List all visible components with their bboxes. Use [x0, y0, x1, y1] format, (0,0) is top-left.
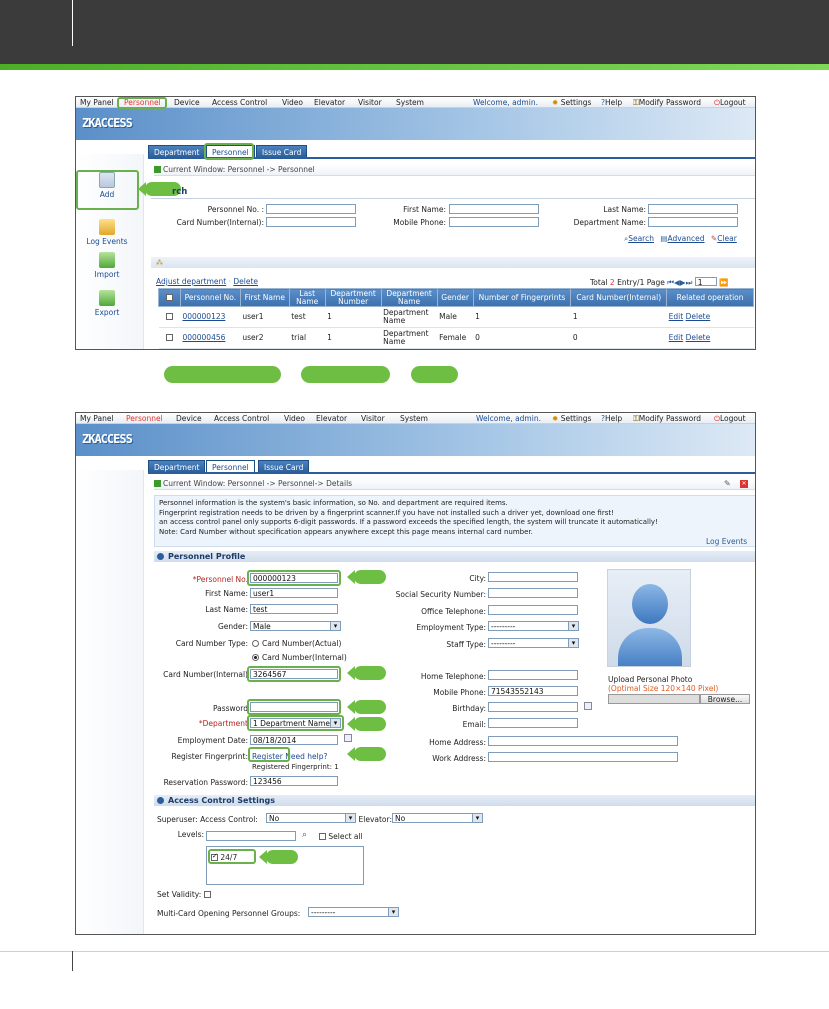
work-address-input[interactable] [488, 752, 678, 762]
personnel-no-label: Personnel No. : [207, 205, 264, 214]
office-telephone-input[interactable] [488, 605, 578, 615]
tab-department[interactable]: Department [148, 145, 205, 158]
avatar-body [618, 628, 682, 667]
menu-device[interactable]: Device [174, 98, 200, 107]
callout-card-number [354, 666, 386, 680]
employment-type-label: Employment Type: [416, 623, 486, 632]
prev-page-icon[interactable]: ◀ [674, 278, 680, 287]
registered-fingerprint-text [252, 763, 339, 771]
superuser-access-control-select[interactable]: No ▾ [266, 813, 356, 823]
highlight-menu-personnel [117, 97, 167, 109]
menu-my-panel[interactable]: My Panel [80, 98, 114, 107]
import-button[interactable] [76, 252, 138, 279]
log-events-label: Log Events [86, 237, 128, 246]
highlight-level-item [208, 849, 256, 864]
email-input[interactable] [488, 718, 578, 728]
need-help-link[interactable]: Need help? [285, 752, 328, 761]
select-all-checkbox[interactable] [319, 833, 326, 840]
close-icon[interactable]: ✕ [741, 480, 747, 487]
advanced-icon: ▤ [660, 234, 668, 243]
col-department-name[interactable]: Department Name [381, 289, 437, 307]
cell-fingerprints: 0 [473, 328, 571, 349]
upload-photo-label: Upload Personal Photo [608, 675, 693, 684]
callout-level [266, 850, 298, 864]
page-number-input[interactable]: 1 [695, 277, 717, 286]
menu-visitor[interactable]: Visitor [361, 414, 385, 423]
menu-access-control[interactable]: Access Control [212, 98, 268, 107]
zkaccess-logo: ZKACCESS [82, 116, 132, 130]
cell-card-number: 1 [571, 307, 667, 328]
first-name-input[interactable]: user1 [250, 588, 338, 598]
next-page-icon[interactable]: ▶ [679, 278, 686, 287]
superuser-elevator-select[interactable]: No ▾ [392, 813, 483, 823]
last-name-label: Last Name: [603, 205, 646, 214]
flag-icon [154, 166, 161, 173]
superuser-label-group [157, 815, 258, 824]
document-header-bar [0, 0, 829, 64]
app-banner [76, 424, 755, 456]
multi-card-groups-select[interactable]: --------- ▾ [308, 907, 399, 917]
search-department-name-input[interactable] [648, 217, 738, 227]
register-link[interactable]: Register [252, 752, 283, 761]
highlight-add-button [76, 170, 139, 210]
set-validity-option[interactable] [157, 890, 211, 899]
modify-password-label: Modify Password [638, 414, 701, 423]
birthday-input[interactable] [488, 702, 578, 712]
tab-personnel[interactable]: Personnel [206, 145, 255, 158]
tab-issue-card[interactable]: Issue Card [256, 145, 307, 158]
delete-link[interactable]: Delete [233, 277, 259, 286]
flag-icon [154, 480, 161, 487]
logout-link[interactable] [714, 97, 746, 108]
mobile-phone-label: Mobile Phone: [393, 218, 446, 227]
card-number-label: Card Number(Internal) [163, 670, 248, 679]
levels-label: Levels: [177, 830, 204, 839]
registered-fp-label: Registered Fingerprint: [252, 763, 332, 771]
export-button[interactable] [76, 290, 138, 317]
department-select[interactable]: 1 Department Name ▾ [250, 718, 341, 728]
search-title-rule [151, 198, 756, 199]
search-actions [624, 234, 737, 244]
step-pill-3 [411, 366, 458, 383]
search-first-name-input[interactable] [449, 204, 539, 214]
go-page-icon[interactable]: ⏩ [719, 278, 729, 287]
footer-rule [0, 951, 829, 952]
help-label: Help [604, 414, 623, 423]
col-card-number[interactable]: Card Number(Internal) [571, 289, 667, 307]
mobile-phone-input[interactable]: 71543552143 [488, 686, 578, 696]
key-icon: ⚿ [633, 414, 639, 423]
breadcrumb-text: Current Window: Personnel -> Personnel [163, 165, 315, 174]
import-label: Import [94, 270, 120, 279]
welcome-text: Welcome, admin. [476, 414, 541, 423]
main-menu-bar [76, 413, 755, 424]
settings-label: Settings [560, 414, 592, 423]
col-department-number[interactable]: Department Number [325, 289, 381, 307]
radio-actual[interactable] [252, 640, 259, 647]
help-icon: ? [601, 414, 605, 423]
calendar-icon[interactable] [344, 734, 352, 742]
table-header-row [159, 289, 754, 307]
cell-operations [667, 307, 754, 328]
info-line: Fingerprint registration needs to be driven by a fingerprint scanner.If you have not installed such a driver yet, download one first! [159, 508, 614, 517]
row-delete-link[interactable]: Delete [685, 333, 711, 342]
actions-separator: · [228, 277, 231, 286]
settings-link[interactable] [552, 97, 591, 108]
edit-link[interactable]: Edit [668, 333, 684, 342]
tab-department[interactable]: Department [148, 460, 205, 473]
col-gender[interactable]: Gender [437, 289, 473, 307]
cell-department-name: Department Name [381, 328, 437, 349]
gear-icon: ✹ [552, 414, 559, 423]
left-panel [76, 470, 144, 934]
header-divider [72, 0, 73, 46]
reservation-password-input[interactable]: 123456 [250, 776, 338, 786]
breadcrumb [154, 478, 756, 490]
zkaccess-logo: ZKACCESS [82, 432, 132, 446]
export-label: Export [94, 308, 120, 317]
modify-password-label: Modify Password [638, 98, 701, 107]
card-number-label: Card Number(Internal): [176, 218, 264, 227]
last-name-label: Last Name: [205, 605, 248, 614]
personnel-no-input[interactable]: 000000123 [250, 573, 338, 583]
menu-elevator[interactable]: Elevator [314, 98, 346, 107]
modify-password-link[interactable] [633, 97, 701, 108]
app-banner [76, 108, 755, 140]
cell-department-number: 1 [325, 307, 381, 328]
grid-actions [156, 277, 258, 286]
home-telephone-label: Home Telephone: [420, 672, 486, 681]
card-type-label: Card Number Type: [175, 639, 248, 648]
clear-link[interactable]: Clear [717, 234, 737, 243]
gear-icon: ✹ [552, 98, 559, 107]
search-section-title: rch [172, 187, 188, 197]
ssn-input[interactable] [488, 588, 578, 598]
employment-date-input[interactable]: 08/18/2014 [250, 735, 338, 745]
cell-gender: Male [437, 307, 473, 328]
cell-gender: Female [437, 328, 473, 349]
add-label: Add [99, 190, 115, 199]
logout-icon: ⏻ [714, 98, 720, 107]
select-all-checkbox[interactable] [166, 294, 173, 301]
select-all-label: Select all [328, 832, 363, 841]
screenshot-personnel-list [75, 96, 756, 350]
personnel-profile-header[interactable]: Personnel Profile [154, 551, 756, 562]
callout-register [354, 747, 386, 761]
first-name-label: First Name: [403, 205, 446, 214]
department-label: *Department [198, 719, 248, 728]
callout-personnel-no [354, 570, 386, 584]
cell-last-name: trial [289, 328, 325, 349]
modify-password-link[interactable] [633, 413, 701, 424]
first-page-icon[interactable]: ⏮ [667, 278, 675, 287]
help-label: Help [604, 98, 623, 107]
cell-department-number: 1 [325, 328, 381, 349]
search-icon: ⌕ [624, 234, 629, 243]
col-personnel-no[interactable]: Personnel No. [180, 289, 240, 307]
col-select-all[interactable] [159, 289, 181, 307]
log-events-button[interactable] [76, 219, 138, 246]
logout-label: Logout [719, 414, 746, 423]
set-validity-checkbox[interactable] [204, 891, 211, 898]
ssn-label: Social Security Number: [395, 590, 486, 599]
col-first-name[interactable]: First Name [240, 289, 289, 307]
personnel-table [158, 288, 754, 349]
tab-issue-card[interactable]: Issue Card [258, 460, 309, 473]
footer-tick [72, 951, 73, 971]
mobile-phone-label: Mobile Phone: [433, 688, 486, 697]
office-telephone-label: Office Telephone: [421, 607, 486, 616]
employment-date-label: Employment Date: [177, 736, 248, 745]
callout-department [354, 717, 386, 731]
last-page-icon[interactable]: ⏭ [685, 278, 693, 287]
info-box [154, 495, 756, 547]
home-telephone-input[interactable] [488, 670, 578, 680]
screenshot-personnel-details [75, 412, 756, 935]
export-icon [99, 290, 115, 306]
settings-link[interactable] [552, 413, 591, 424]
menu-device[interactable]: Device [176, 414, 202, 423]
clear-icon: ✎ [710, 234, 718, 243]
help-icon: ? [601, 98, 605, 107]
col-number-of-fingerprints[interactable]: Number of Fingerprints [473, 289, 571, 307]
highlight-department [247, 715, 344, 731]
menu-visitor[interactable]: Visitor [358, 98, 382, 107]
row-checkbox-cell[interactable] [159, 307, 181, 328]
search-link[interactable]: Search [628, 234, 654, 243]
grid-strip-icon: ⁂ [156, 259, 163, 267]
help-link[interactable] [601, 97, 622, 108]
cell-personnel-no[interactable] [180, 328, 240, 349]
search-mobile-phone-input[interactable] [449, 217, 539, 227]
personnel-no-link[interactable]: 000000456 [182, 333, 226, 342]
logout-label: Logout [719, 98, 746, 107]
home-address-label: Home Address: [429, 738, 486, 747]
pin-icon[interactable]: ✎ [724, 479, 731, 488]
search-icon[interactable]: ⌕ [302, 830, 308, 840]
search-last-name-input[interactable] [648, 204, 738, 214]
level-item-label: 24/7 [220, 853, 238, 862]
menu-system[interactable]: System [396, 98, 424, 107]
last-name-input[interactable]: test [250, 604, 338, 614]
col-last-name[interactable]: Last Name [289, 289, 325, 307]
logout-icon: ⏻ [714, 414, 720, 423]
access-control-settings-header[interactable]: Access Control Settings [154, 795, 756, 806]
levels-search-input[interactable] [206, 831, 296, 841]
department-name-label: Department Name: [573, 218, 646, 227]
cell-first-name: user2 [240, 328, 289, 349]
register-fingerprint-label: Register Fingerprint: [171, 752, 248, 761]
employment-type-select[interactable]: --------- ▾ [488, 621, 579, 631]
search-personnel-no-input[interactable] [266, 204, 356, 214]
welcome-text: Welcome, admin. [473, 98, 538, 107]
password-label: Password [212, 704, 248, 713]
breadcrumb-text: Current Window: Personnel -> Personnel-> Details [163, 479, 353, 488]
multi-card-label: Multi-Card Opening Personnel Groups: [157, 909, 301, 918]
cell-operations [667, 328, 754, 349]
city-label: City: [469, 574, 486, 583]
info-line: an access control panel only supports 6-digit passwords. If a password exceeds the specified length, the system will truncate it automatically! [159, 518, 658, 526]
edit-link[interactable]: Edit [668, 312, 684, 321]
first-name-label: First Name: [205, 589, 248, 598]
avatar-head [632, 584, 668, 624]
menu-personnel[interactable]: Personnel [126, 414, 163, 423]
adjust-department-link[interactable]: Adjust department [156, 277, 227, 286]
highlight-password [247, 699, 341, 715]
browse-button[interactable]: Browse... [700, 694, 750, 704]
gender-select[interactable]: Male ▾ [250, 621, 341, 631]
birthday-label: Birthday: [452, 704, 486, 713]
cell-department-name: Department Name [381, 307, 437, 328]
pager-info: Entry/1 Page [617, 278, 665, 287]
elevator-label: Elevator: [358, 815, 392, 824]
card-number-input[interactable]: 3264567 [250, 669, 338, 679]
cell-last-name: test [289, 307, 325, 328]
logout-link[interactable] [714, 413, 746, 424]
search-card-number-input[interactable] [266, 217, 356, 227]
card-type-actual-radio[interactable] [252, 639, 341, 648]
staff-type-select[interactable]: --------- ▾ [488, 638, 579, 648]
info-line: Note: Card Number without specification appears anywhere except this page means internal card number. [159, 527, 533, 536]
key-icon: ⚿ [633, 98, 639, 107]
registered-fp-count: 1 [334, 763, 339, 771]
cell-fingerprints: 1 [473, 307, 571, 328]
photo-file-field[interactable] [608, 694, 700, 704]
row-checkbox-cell[interactable] [159, 328, 181, 349]
email-label: Email: [462, 720, 486, 729]
settings-label: Settings [560, 98, 592, 107]
staff-type-label: Staff Type: [446, 640, 486, 649]
callout-password [354, 700, 386, 714]
log-events-link[interactable]: Log Events [706, 537, 748, 546]
step-pill-1 [164, 366, 281, 383]
row-checkbox[interactable] [166, 313, 173, 320]
log-events-icon [99, 219, 115, 235]
menu-video[interactable]: Video [284, 414, 306, 423]
card-actual-label: Card Number(Actual) [262, 639, 342, 648]
menu-elevator[interactable]: Elevator [316, 414, 348, 423]
cell-first-name: user1 [240, 307, 289, 328]
menu-personnel[interactable]: Personnel [124, 98, 161, 107]
set-validity-label: Set Validity: [157, 890, 202, 899]
card-internal-label: Card Number(Internal) [262, 653, 347, 662]
highlight-register [248, 747, 290, 762]
highlight-card-number [247, 666, 341, 682]
cell-personnel-no[interactable] [180, 307, 240, 328]
pager-count: 2 [609, 278, 615, 287]
table-row [159, 307, 754, 328]
step-pill-2 [301, 366, 390, 383]
menu-video[interactable]: Video [282, 98, 304, 107]
tab-underline [148, 472, 756, 474]
card-type-internal-radio[interactable] [252, 653, 347, 662]
breadcrumb [154, 164, 756, 176]
personnel-no-label: *Personnel No. [192, 575, 248, 584]
access-control-label: Access Control: [200, 815, 258, 824]
city-input[interactable] [488, 572, 578, 582]
personal-photo-placeholder[interactable] [607, 569, 691, 667]
personnel-no-link[interactable]: 000000123 [182, 312, 226, 321]
info-line: Personnel information is the system's basic information, so No. and department are required items. [159, 499, 508, 507]
col-related-operation: Related operation [667, 289, 754, 307]
reservation-password-label: Reservation Password: [163, 778, 248, 787]
highlight-personnel-no [247, 570, 341, 586]
import-icon [99, 252, 115, 268]
cell-card-number: 0 [571, 328, 667, 349]
work-address-label: Work Address: [432, 754, 486, 763]
highlight-tab-personnel [204, 143, 254, 160]
menu-system[interactable]: System [400, 414, 428, 423]
calendar-icon[interactable] [584, 702, 592, 710]
select-all-option[interactable] [319, 832, 363, 841]
row-delete-link[interactable]: Delete [685, 312, 711, 321]
photo-size-hint: (Optimal Size 120×140 Pixel) [608, 684, 719, 693]
home-address-input[interactable] [488, 736, 678, 746]
menu-my-panel[interactable]: My Panel [80, 414, 114, 423]
grid-header-strip [151, 257, 756, 268]
header-green-stripe [0, 64, 829, 70]
pager [590, 277, 728, 288]
row-checkbox[interactable] [166, 334, 173, 341]
pager-total-label: Total [590, 278, 608, 287]
superuser-label: Superuser: [157, 815, 198, 824]
tab-personnel[interactable]: Personnel [206, 460, 255, 473]
menu-access-control[interactable]: Access Control [214, 414, 270, 423]
radio-internal[interactable] [252, 654, 259, 661]
main-menu-bar [76, 97, 755, 108]
advanced-link[interactable]: Advanced [667, 234, 705, 243]
help-link[interactable] [601, 413, 622, 424]
table-row [159, 328, 754, 349]
gender-label: Gender: [217, 622, 248, 631]
